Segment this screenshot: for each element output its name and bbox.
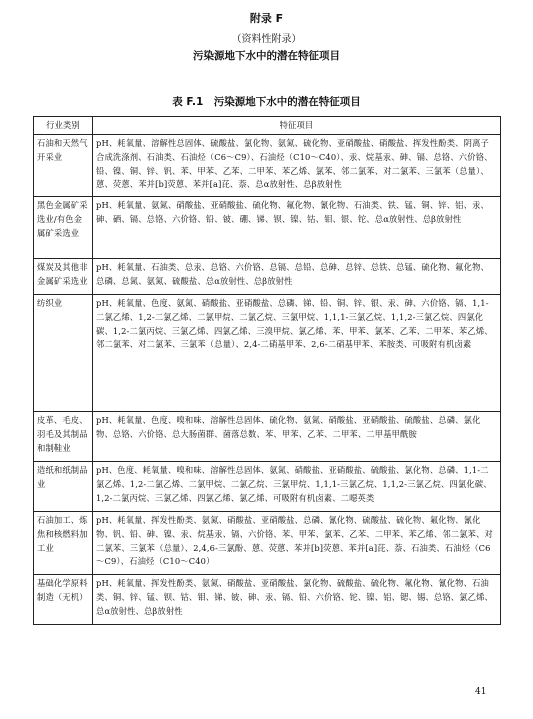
table-row xyxy=(34,575,501,625)
table-caption: 表 F.1 污染源地下水中的潜在特征项目 xyxy=(172,96,361,108)
industry-category: 基础化学原料制造（无机） xyxy=(34,575,93,625)
table-row xyxy=(34,512,501,575)
industry-category: 皮革、毛皮、羽毛及其制品和制鞋业 xyxy=(34,412,93,462)
table-row xyxy=(34,412,501,462)
table-header-row xyxy=(34,117,501,135)
industry-category: 石油和天然气开采业 xyxy=(34,135,93,197)
pollutant-table xyxy=(33,116,501,625)
characteristic-items: pH、耗氧量、色度、氨氮、硝酸盐、亚硝酸盐、总磷、锑、铅、铜、锌、银、汞、砷、六价铬、镉、1,1-二氯乙烯、1,2-二氯乙烯、二氯甲烷、二氯乙烷、三氯甲烷、1,1,1-三氯乙烷、1,1,2-三氯乙烷、四氯化碳、1,2-二氯丙烷、三氯乙烯、四氯乙烯、三溴甲烷、氯乙烯、苯、甲苯、氯苯、乙苯、二甲苯、苯乙烯、邻二氯苯、对二氯苯、三氯苯（总量）、2,4-二硝基甲苯、2,6-二硝基甲苯、苯胺类、可吸附有机卤素 xyxy=(93,295,501,412)
page-number: 41 xyxy=(475,687,487,697)
industry-category: 纺织业 xyxy=(34,295,93,412)
appendix-label: 附录 F xyxy=(249,12,284,25)
characteristic-items: pH、耗氧量、石油类、总汞、总铬、六价铬、总镉、总铅、总砷、总锌、总铁、总锰、硫化物、氟化物、总磷、总氮、氨氮、硫酸盐、总α放射性、总β放射性 xyxy=(93,259,501,295)
appendix-nature: （资料性附录） xyxy=(231,34,302,45)
characteristic-items: pH、耗氧量、挥发性酚类、氨氮、硝酸盐、亚硝酸盐、氯化物、硫酸盐、硫化物、氟化物、氰化物、石油类、铜、锌、锰、钡、钴、钼、锑、铍、砷、汞、镉、铅、六价铬、铊、镍、铝、锶、锡、总铬、氯乙烯、总α放射性、总β放射性 xyxy=(93,575,501,625)
table-row xyxy=(34,197,501,259)
characteristic-items: pH、耗氧量、氨氮、硝酸盐、亚硝酸盐、硫化物、氟化物、氰化物、石油类、铁、锰、铜、锌、铝、汞、砷、硒、镉、总铬、六价铬、铅、铍、硼、锑、钡、镍、钴、钼、银、铊、总α放射性、总β放射性 xyxy=(93,197,501,259)
industry-category: 煤炭及其他非金属矿采选业 xyxy=(34,259,93,295)
industry-category: 黑色金属矿采选业/有色金属矿采选业 xyxy=(34,197,93,259)
characteristic-items: pH、色度、耗氧量、嗅和味、溶解性总固体、氨氮、硝酸盐、亚硝酸盐、硫酸盐、氯化物、总磷、1,1-二氯乙烯、1,2-二氯乙烯、二氯甲烷、二氯乙烷、三氯甲烷、1,1,1-三氯乙烷、1,1,2-三氯乙烷、四氯化碳、1,2-二氯丙烷、三氯乙烯、四氯乙烯、氯乙烯、可吸附有机卤素、二噁英类 xyxy=(93,462,501,512)
characteristic-items: pH、耗氧量、挥发性酚类、氨氮、硝酸盐、亚硝酸盐、总磷、氰化物、硫酸盐、硫化物、氟化物、氰化物、钒、铅、砷、镍、汞、烷基汞、镉、六价铬、苯、甲苯、氯苯、乙苯、二甲苯、苯乙烯、邻二氯苯、对二氯苯、三氯苯（总量）、2,4,6-三氯酚、蒽、荧蒽、苯并[b]荧蒽、苯并[a]芘、萘、石油类、石油烃（C6～C9）、石油烃（C10～C40） xyxy=(93,512,501,575)
industry-category: 造纸和纸制品业 xyxy=(34,462,93,512)
column-header-industry: 行业类别 xyxy=(34,117,93,135)
table-row xyxy=(34,462,501,512)
table-row xyxy=(34,295,501,412)
table-row xyxy=(34,259,501,295)
characteristic-items: pH、耗氧量、溶解性总固体、硫酸盐、氯化物、氨氮、硫化物、亚硝酸盐、硝酸盐、挥发性酚类、阴离子合成洗涤剂、石油类、石油烃（C6～C9）、石油烃（C10～C40）、汞、烷基汞、砷、镉、总铬、六价铬、铅、镍、铜、锌、钒、苯、甲苯、乙苯、二甲苯、苯乙烯、氯苯、邻二氯苯、对二氯苯、三氯苯（总量）、蒽、荧蒽、苯并[b]荧蒽、苯并[a]芘、萘、总α放射性、总β放射性 xyxy=(93,135,501,197)
characteristic-items: pH、耗氧量、色度、嗅和味、溶解性总固体、硫化物、氨氮、硝酸盐、亚硝酸盐、硫酸盐、总磷、氯化物、总铬、六价铬、总大肠菌群、菌落总数、苯、甲苯、乙苯、二甲苯、二甲基甲酰胺 xyxy=(93,412,501,462)
table-row xyxy=(34,135,501,197)
industry-category: 石油加工、炼焦和核燃料加工业 xyxy=(34,512,93,575)
column-header-items: 特征项目 xyxy=(93,117,501,135)
appendix-title: 污染源地下水中的潜在特征项目 xyxy=(193,50,340,62)
